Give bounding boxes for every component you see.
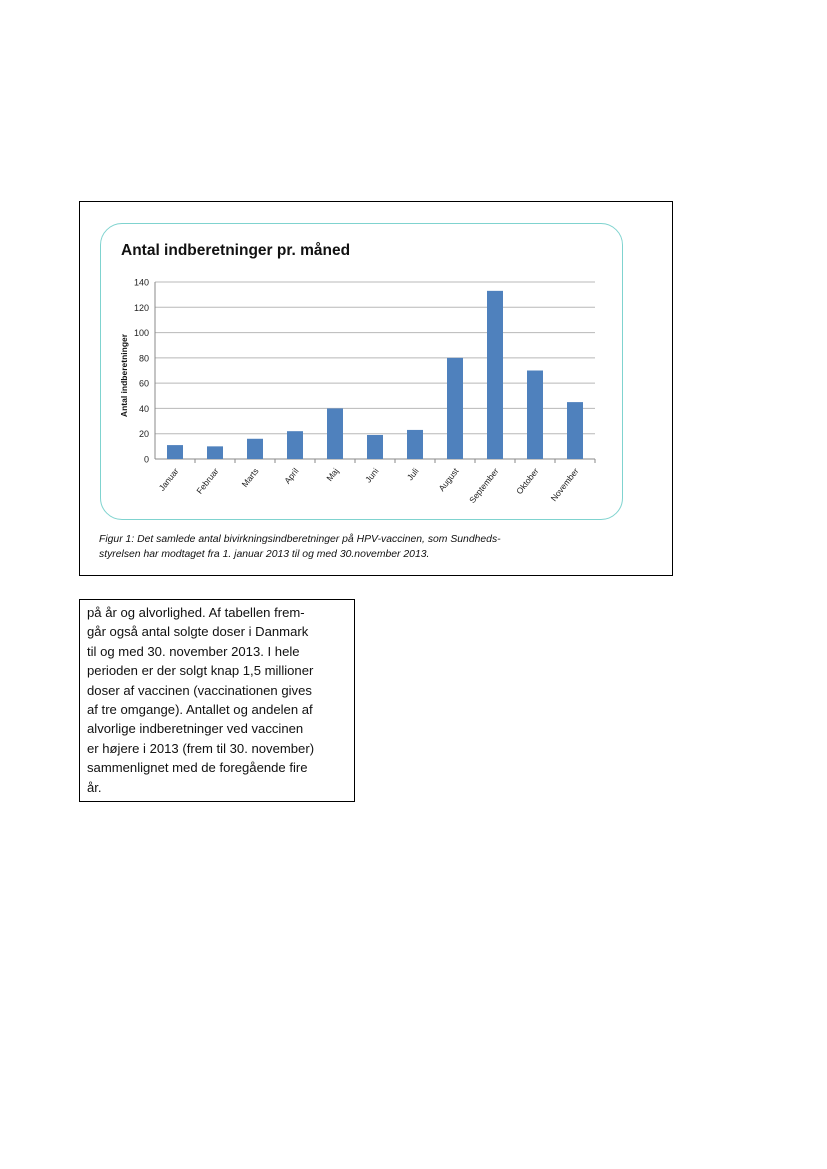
bar [367, 435, 383, 459]
x-tick-label: November [548, 466, 581, 504]
body-line: år. [87, 779, 102, 795]
bar [407, 430, 423, 459]
x-tick-label: Januar [156, 466, 181, 493]
body-line: sammenlignet med de foregående fire [87, 760, 308, 776]
y-tick-label: 60 [138, 378, 149, 389]
x-tick-label: Oktober [514, 466, 541, 497]
y-tick-label: 100 [133, 328, 149, 339]
bar [287, 431, 303, 459]
text-box [79, 599, 355, 802]
caption-line-1: Figur 1: Det samlede antal bivirkningsindberetninger på HPV-vaccinen, som Sundheds- [99, 534, 501, 545]
body-line: af tre omgange). Antallet og andelen af [87, 702, 313, 718]
chart-frame [100, 223, 623, 520]
chart-title: Antal indberetninger pr. måned [121, 242, 351, 259]
bar [567, 402, 583, 459]
bar [247, 439, 263, 459]
body-paragraph [87, 603, 348, 797]
bar [167, 445, 183, 459]
figure-caption [99, 532, 599, 562]
body-line: på år og alvorlighed. Af tabellen frem- [87, 605, 305, 620]
bar [327, 408, 343, 459]
body-line: til og med 30. november 2013. I hele [87, 643, 300, 659]
y-tick-label: 0 [143, 454, 149, 465]
body-line: alvorlige indberetninger ved vaccinen [87, 721, 304, 737]
x-tick-label: Maj [324, 466, 341, 484]
body-line: er højere i 2013 (frem til 30. november) [87, 740, 315, 756]
x-tick-label: August [436, 466, 461, 494]
bar [487, 291, 503, 459]
figure-box [79, 201, 673, 576]
x-tick-label: Juni [363, 466, 381, 485]
x-tick-label: Juli [404, 466, 421, 483]
y-tick-label: 20 [138, 429, 149, 440]
body-line: doser af vaccinen (vaccinationen gives [87, 682, 312, 698]
x-tick-label: September [467, 466, 501, 506]
caption-line-2: styrelsen har modtaget fra 1. januar 2013 til og med 30.november 2013. [99, 549, 430, 560]
body-line: går også antal solgte doser i Danmark [87, 624, 309, 640]
bar [207, 446, 223, 459]
bar [447, 358, 463, 459]
y-tick-label: 120 [133, 302, 149, 313]
x-tick-label: Marts [239, 466, 261, 489]
bar-chart [101, 224, 624, 521]
x-tick-label: Februar [194, 466, 221, 496]
y-tick-label: 140 [133, 277, 149, 288]
y-tick-label: 80 [138, 353, 149, 364]
y-axis-label: Antal indberetninger [119, 333, 129, 418]
bar [527, 371, 543, 460]
x-tick-label: April [282, 466, 301, 486]
body-line: perioden er der solgt knap 1,5 millioner [87, 663, 314, 679]
y-tick-label: 40 [138, 403, 149, 414]
